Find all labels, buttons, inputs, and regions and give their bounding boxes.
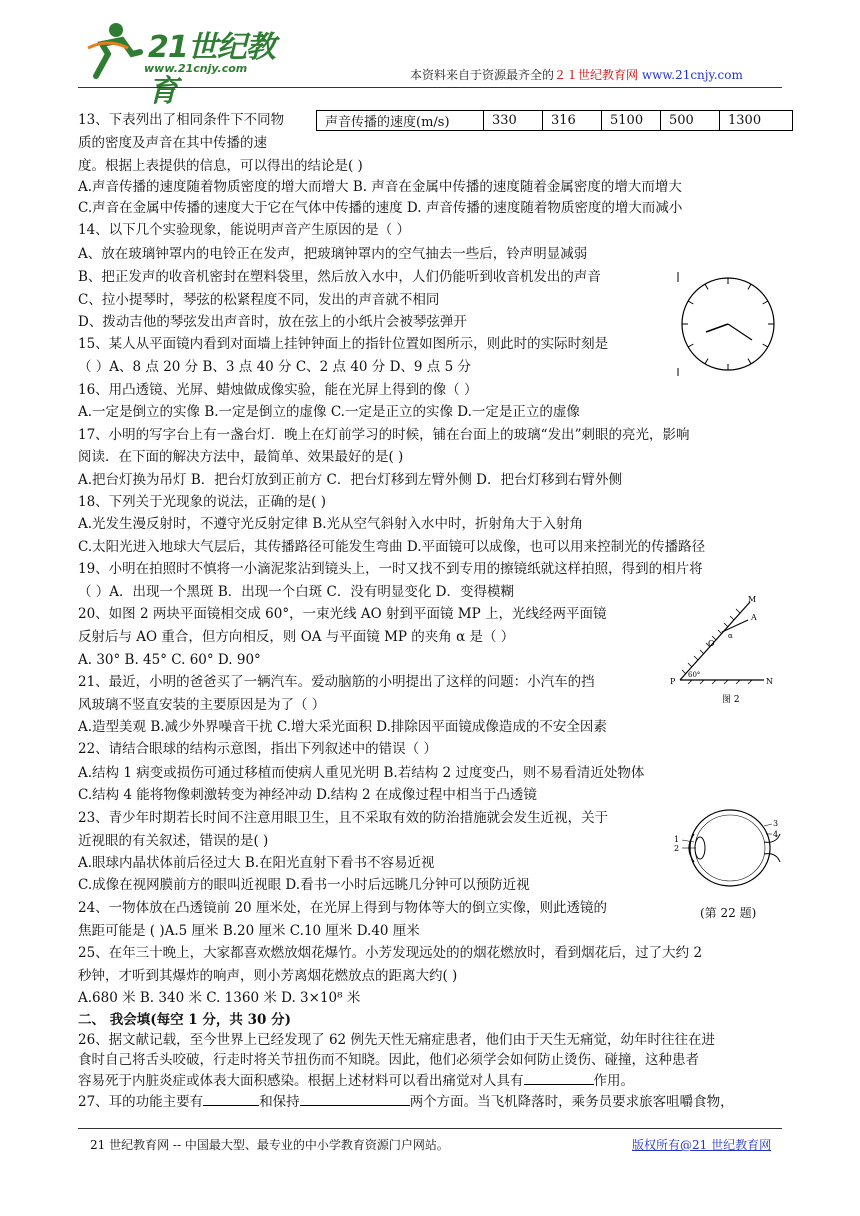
- clock-tick: [688, 301, 693, 304]
- label-o: O: [708, 639, 715, 648]
- label-angle: 60°: [688, 671, 701, 679]
- eyeball-outline: [690, 810, 770, 886]
- clock-tick: [763, 301, 768, 304]
- question-line: 23、青少年时期若长时间不注意用眼卫生，且不采取有效的防治措施就会发生近视，关于: [78, 810, 609, 826]
- clock-tick: [705, 359, 708, 364]
- option-line: A.眼球内晶状体前后径过大 B.在阳光直射下看书不容易近视: [78, 855, 435, 871]
- option-line: A.把台灯换为吊灯 B．把台灯放到正前方 C．把台灯移到左臂外侧 D．把台灯移到右臂外侧: [78, 472, 622, 488]
- option-line: A、放在玻璃钟罩内的电铃正在发声，把玻璃钟罩内的空气抽去一些后，铃声明显减弱: [78, 246, 588, 262]
- eye-figure: [672, 804, 782, 894]
- pointer-1: [682, 840, 694, 842]
- option-line: 焦距可能是 ( )A.5 厘米 B.20 厘米 C.10 厘米 D.40 厘米: [78, 923, 420, 939]
- option-line: C、拉小提琴时，琴弦的松紧程度不同，发出的声音就不相同: [78, 292, 440, 308]
- question-line: 24、一物体放在凸透镜前 20 厘米处，在光屏上得到与物体等大的倒立实像，则此透镜的: [78, 900, 607, 916]
- option-line: A.光发生漫反射时，不遵守光反射定律 B.光从空气斜射入水中时，折射角大于入射角: [78, 516, 584, 532]
- question-line: 质的密度及声音在其中传播的速: [78, 135, 267, 151]
- question-line: 22、请结合眼球的结构示意图，指出下列叙述中的错误（ ）: [78, 741, 437, 757]
- table-cell: 316: [543, 111, 602, 131]
- question-line: 14、以下几个实验现象，能说明声音产生原因的是（ ）: [78, 222, 410, 238]
- question-line: 近视眼的有关叙述，错误的是( ): [78, 833, 269, 849]
- runner-logo-icon: [78, 18, 148, 82]
- option-line: A.一定是倒立的实像 B.一定是倒立的虚像 C.一定是正立的实像 D.一定是正立的虚像: [78, 404, 580, 420]
- table-header-cell: 声音传播的速度(m/s): [317, 111, 484, 131]
- table-cell: 5100: [602, 111, 661, 131]
- label-m: M: [748, 595, 757, 604]
- clock-tick: [748, 359, 751, 364]
- question-line: 21、最近，小明的爸爸买了一辆汽车。爱动脑筋的小明提出了这样的问题：小汽车的挡: [78, 674, 595, 690]
- speed-table: [316, 110, 793, 131]
- question-line: 18、下列关于光现象的说法，正确的是( ): [78, 494, 327, 510]
- table-cell: 500: [661, 111, 720, 131]
- mirror-pm: [680, 602, 750, 680]
- option-line: C.太阳光进入地球大气层后，其传播路径可能发生弯曲 D.平面镜可以成像，也可以用来控制光的传播路径: [78, 539, 706, 555]
- header-highlight: ２１世纪教育网: [554, 68, 639, 82]
- logo-text: 21世纪教育: [148, 30, 275, 109]
- option-line: D、拨动吉他的琴弦发出声音时，放在弦上的小纸片会被琴弦弹开: [78, 314, 467, 330]
- option-line: C.成像在视网膜前方的眼叫近视眼 D.看书一小时后远眺几分钟可以预防近视: [78, 877, 530, 893]
- header-tagline: 本资料来自于资源最齐全的２１世纪教育网 www.21cnjy.com: [410, 68, 743, 82]
- option-line: A.结构 1 病变或损伤可通过移植而使病人重见光明 B.若结构 2 过度变凸，则不易看清近处物体: [78, 765, 645, 781]
- header-divider: [78, 87, 782, 88]
- label-n: N: [766, 677, 773, 686]
- question-line: 度。根据上表提供的信息，可以得出的结论是( ): [78, 158, 363, 174]
- question-line: 27、耳的功能主要有 和保持 两个方面。当飞机降落时，乘务员要求旅客咀嚼食物，: [78, 1091, 734, 1111]
- question-line: 风玻璃不竖直安装的主要原因是为了（ ）: [78, 697, 326, 713]
- clock-tick: [688, 344, 693, 347]
- eye-label-1: 1: [674, 835, 680, 844]
- table-cell: 1300: [720, 111, 793, 131]
- lens: [695, 837, 705, 859]
- answer-blank[interactable]: [300, 1091, 410, 1106]
- clock-tick: [705, 284, 708, 289]
- table-row: [317, 111, 793, 131]
- option-line: A.声音传播的速度随着物质密度的增大而增大 B. 声音在金属中传播的速度随着金属密度的增大而增大: [78, 179, 682, 195]
- footer-divider: [78, 1128, 782, 1129]
- footer-text: 21 世纪教育网 -- 中国最大型、最专业的中小学教育资源门户网站。: [90, 1138, 449, 1152]
- question-line: 25、在年三十晚上，大家都喜欢燃放烟花爆竹。小芳发现远处的的烟花燃放时，看到烟花后，过了大约 2: [78, 945, 703, 961]
- option-line: C.结构 4 能将物像刺激转变为神经冲动 D.结构 2 在成像过程中相当于凸透镜: [78, 787, 537, 803]
- option-line: A.680 米 B. 340 米 C. 1360 米 D. 3×10⁸ 米: [78, 990, 361, 1006]
- eye-caption: (第 22 题): [700, 906, 757, 920]
- question-line: 食时自己将舌头咬破，行走时将关节扭伤而不知晓。因此，他们必须学会如何防止烫伤、碰撞，这种患者: [78, 1052, 699, 1068]
- eye-label-2: 2: [674, 844, 680, 853]
- question-line: 容易死于内脏炎症或体表大面积感染。根据上述材料可以看出痛觉对人具有 作用。: [78, 1070, 634, 1090]
- eye-label-4: 4: [773, 830, 779, 839]
- figure-caption: 图 2: [722, 695, 740, 705]
- label-alpha: α: [728, 632, 733, 640]
- label-p: P: [670, 677, 676, 686]
- question-line: 秒钟，才听到其爆炸的响声，则小芳离烟花燃放点的距离大约( ): [78, 968, 458, 984]
- question-line: 15、某人从平面镜内看到对面墙上挂钟钟面上的指针位置如图所示，则此时的实际时刻是: [78, 336, 609, 352]
- question-line: 19、小明在拍照时不慎将一小滴泥浆沾到镜头上，一时又找不到专用的擦镜纸就这样拍照，得到的相片将: [78, 561, 703, 577]
- option-line: A.造型美观 B.减少外界噪音干扰 C.增大采光面积 D.排除因平面镜成像造成的不安全因素: [78, 719, 607, 735]
- copyright-link[interactable]: 版权所有@21 世纪教育网: [632, 1138, 772, 1152]
- site-logo: [78, 18, 288, 109]
- answer-blank[interactable]: [524, 1070, 594, 1085]
- question-line: 阅读．在下面的解决方法中，最简单、效果最好的是( ): [78, 449, 404, 465]
- clock-tick: [748, 284, 751, 289]
- section-heading: 二、 我会填(每空 1 分，共 30 分): [78, 1012, 291, 1028]
- option-line: B、把正发声的收音机密封在塑料袋里，然后放入水中，人们仍能听到收音机发出的声音: [78, 269, 601, 285]
- question-line: 13、下表列出了相同条件下不同物: [78, 112, 285, 128]
- question-line: 17、小明的写字台上有一盏台灯．晚上在灯前学习的时候，铺在台面上的玻璃“发出”刺眼的亮光，影响: [78, 427, 690, 443]
- table-cell: 330: [484, 111, 543, 131]
- question-line: 反射后与 AO 重合，但方向相反，则 OA 与平面镜 MP 的夹角 α 是（ ）: [78, 629, 515, 645]
- option-line: （ ）A、8 点 20 分 B、3 点 40 分 C、2 点 40 分 D、9 点 5 分: [78, 359, 471, 375]
- option-line: A. 30° B. 45° C. 60° D. 90°: [78, 652, 261, 668]
- label-a: A: [751, 613, 757, 622]
- header-url[interactable]: www.21cnjy.com: [641, 68, 743, 82]
- question-line: 20、如图 2 两块平面镜相交成 60°，一束光线 AO 射到平面镜 MP 上，光线经两平面镜: [78, 606, 607, 622]
- eye-label-3: 3: [773, 819, 779, 828]
- minute-hand: [728, 324, 752, 340]
- question-line: 26、据文献记载，至今世界上已经发现了 62 例先天性无痛症患者，他们由于天生无痛觉，幼年时往往在进: [78, 1032, 715, 1048]
- question-line: 16、用凸透镜、光屏、蜡烛做成像实验，能在光屏上得到的像（ ）: [78, 382, 478, 398]
- clock-figure: [676, 270, 776, 380]
- option-line: （ ）A．出现一个黑斑 B．出现一个白斑 C．没有明显变化 D．变得模糊: [78, 584, 514, 600]
- pointer-3: [764, 824, 772, 826]
- answer-blank[interactable]: [203, 1091, 259, 1106]
- logo-url: www.21cnjy.com: [144, 62, 248, 75]
- mirror-figure: [662, 594, 780, 708]
- light-ray-ao: [722, 620, 748, 632]
- hour-hand: [706, 324, 728, 332]
- clock-tick: [763, 344, 768, 347]
- option-line: C.声音在金属中传播的速度大于它在气体中传播的速度 D. 声音传播的速度随着物质密度的增大而减小: [78, 200, 683, 216]
